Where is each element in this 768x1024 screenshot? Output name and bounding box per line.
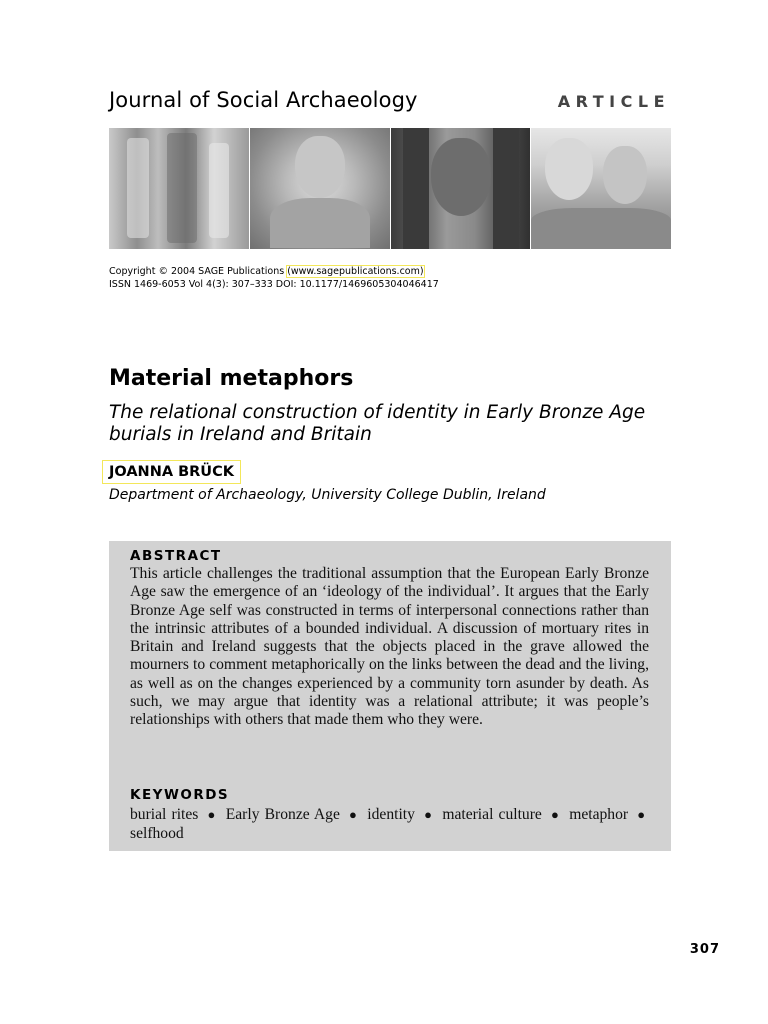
deity-statue-image: [250, 128, 390, 249]
journal-title: Journal of Social Archaeology: [109, 88, 418, 112]
abstract-text: This article challenges the traditional assumption that the European Early Bronze Age saw the emergence of an ‘ideology of the individual’. It argues that the Early Bronze Age self was constructed in terms of interpersonal connections rather than the intrinsic attributes of a bounded individual. A discussion of mortuary rites in Britain and Ireland suggests that the objects placed in the grave allowed the mourners to comment metaphorically on the links between the dead and the living, as well as on the changes experienced by a community torn asunder by death. As such, we may argue that identity was a relational attribute; it was people’s relationships with others that made them who they were.: [130, 565, 649, 729]
keyword: identity: [367, 806, 415, 823]
bullet-icon: ●: [550, 807, 561, 822]
keyword: burial rites: [130, 806, 199, 823]
abstract-box: [109, 541, 671, 851]
article-type-label: ARTICLE: [557, 92, 670, 111]
page-number: 307: [689, 942, 720, 957]
carved-pillar-image: [109, 128, 249, 249]
mount-rushmore-image: [531, 128, 671, 249]
egyptian-statue-image: [391, 128, 531, 249]
copyright-text: Copyright © 2004 SAGE Publications: [109, 266, 288, 277]
keyword: selfhood: [130, 825, 184, 842]
bullet-icon: ●: [349, 807, 359, 822]
author-affiliation: Department of Archaeology, University College Dublin, Ireland: [109, 487, 546, 503]
author-name[interactable]: JOANNA BRÜCK: [102, 460, 241, 484]
copyright-line: [109, 266, 424, 277]
banner-image-strip: [109, 128, 671, 249]
keywords-list: [130, 805, 649, 843]
bullet-icon: ●: [424, 807, 434, 822]
keyword: material culture: [442, 806, 542, 823]
bullet-icon: ●: [207, 807, 217, 822]
issn-doi-line: ISSN 1469-6053 Vol 4(3): 307–333 DOI: 10.1177/1469605304046417: [109, 279, 439, 290]
keyword: Early Bronze Age: [225, 806, 340, 823]
bullet-icon: ●: [637, 807, 646, 822]
abstract-heading: ABSTRACT: [130, 548, 222, 564]
publisher-url-link[interactable]: (www.sagepublications.com): [287, 266, 424, 277]
article-title: Material metaphors: [109, 366, 354, 391]
article-subtitle: The relational construction of identity in Early Bronze Age burials in Ireland and Britain: [109, 402, 646, 445]
keywords-heading: KEYWORDS: [130, 787, 230, 803]
keyword: metaphor: [569, 806, 629, 823]
